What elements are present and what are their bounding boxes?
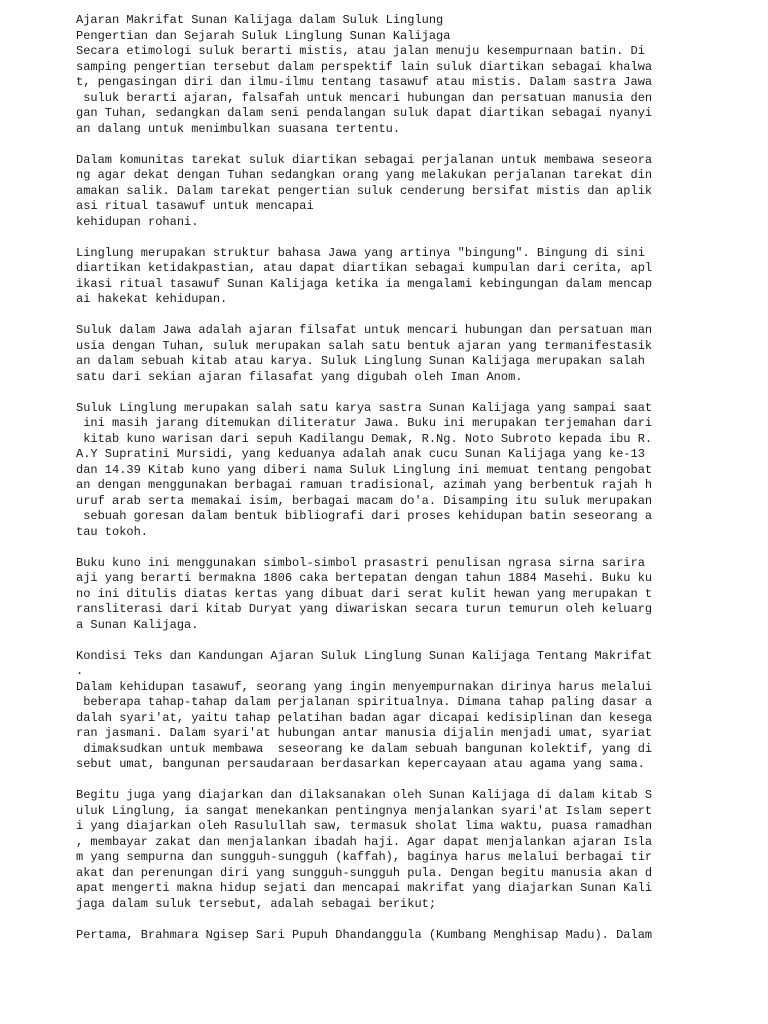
text-line: jaga dalam suluk tersebut, adalah sebagai berikut; xyxy=(76,896,437,911)
text-line: dalah syari'at, yaitu tahap pelatihan badan agar dicapai kedisiplinan dan kesega xyxy=(76,710,653,725)
text-line: . xyxy=(76,664,84,678)
text-line: usia dengan Tuhan, suluk merupakan salah satu bentuk ajaran yang termanifestasik xyxy=(76,338,653,353)
text-line: i yang diajarkan oleh Rasulullah saw, termasuk sholat lima waktu, puasa ramadhan xyxy=(76,819,653,833)
text-line: Dalam komunitas tarekat suluk diartikan sebagai perjalanan untuk membawa seseora xyxy=(76,152,653,167)
text-line: Suluk dalam Jawa adalah ajaran filsafat untuk mencari hubungan dan persatuan man xyxy=(76,323,653,337)
paragraph xyxy=(76,246,716,308)
text-line: ikasi ritual tasawuf Sunan Kalijaga ketika ia mengalami kebingungan dalam mencap xyxy=(76,276,653,291)
text-line: Buku kuno ini menggunakan simbol-simbol prasastri penulisan ngrasa sirna sarira xyxy=(76,555,645,570)
text-line: ran jasmani. Dalam syari'at hubungan antar manusia dijalin menjadi umat, syariat xyxy=(76,726,653,740)
text-line: sebuah goresan dalam bentuk bibliografi dari proses kehidupan batin seseorang a xyxy=(76,509,653,523)
text-line: sebut umat, bangunan persaudaraan berdasarkan kepercayaan atau agama yang sama. xyxy=(76,757,645,771)
text-line: ini masih jarang ditemukan diliteratur Jawa. Buku ini merupakan terjemahan dari xyxy=(76,416,653,430)
text-line: Pertama, Brahmara Ngisep Sari Pupuh Dhandanggula (Kumbang Menghisap Madu). Dalam xyxy=(76,927,653,942)
text-line: ai hakekat kehidupan. xyxy=(76,292,228,306)
text-line: samping pengertian tersebut dalam perspektif lain suluk diartikan sebagai khalwa xyxy=(76,59,653,74)
document-title xyxy=(76,13,716,137)
text-line: beberapa tahap-tahap dalam perjalanan spiritualnya. Dimana tahap paling dasar a xyxy=(76,695,653,709)
text-line: suluk berarti ajaran, falsafah untuk mencari hubungan dan persatuan manusia den xyxy=(76,90,653,105)
text-line: apat mengerti makna hidup sejati dan mencapai makrifat yang diajarkan Sunan Kali xyxy=(76,881,653,895)
title-line: Ajaran Makrifat Sunan Kalijaga dalam Suluk Linglung xyxy=(76,13,444,27)
text-line: Linglung merupakan struktur bahasa Jawa yang artinya "bingung". Bingung di sini xyxy=(76,245,645,260)
text-line: uruf arab serta memakai isim, berbagai macam do'a. Disamping itu suluk merupakan xyxy=(76,493,653,508)
paragraph xyxy=(76,401,716,541)
text-line: Begitu juga yang diajarkan dan dilaksanakan oleh Sunan Kalijaga di dalam kitab S xyxy=(76,788,653,802)
text-line: an dalam sebuah kitab atau karya. Suluk Linglung Sunan Kalijaga merupakan salah xyxy=(76,354,645,368)
text-line: tau tokoh. xyxy=(76,524,149,539)
text-line: akat dan perenungan diri yang sungguh-sungguh pula. Dengan begitu manusia akan d xyxy=(76,865,653,880)
paragraph xyxy=(76,649,716,773)
text-line: an dengan menggunakan berbagai ramuan tradisional, azimah yang berbentuk rajah h xyxy=(76,478,653,492)
text-line: kitab kuno warisan dari sepuh Kadilangu Demak, R.Ng. Noto Subroto kepada ibu R. xyxy=(76,431,653,446)
text-line: gan Tuhan, sedangkan dalam seni pendalangan suluk dapat diartikan sebagai nyanyi xyxy=(76,106,653,120)
paragraph xyxy=(76,153,716,231)
document-page xyxy=(76,13,716,959)
text-line: diartikan ketidakpastian, atau dapat diartikan sebagai kumpulan dari cerita, apl xyxy=(76,261,653,275)
text-line: no ini ditulis diatas kertas yang dibuat dari serat kulit hewan yang merupakan t xyxy=(76,586,653,601)
text-line: Secara etimologi suluk berarti mistis, atau jalan menuju kesempurnaan batin. Di xyxy=(76,44,645,58)
text-line: Kondisi Teks dan Kandungan Ajaran Suluk Linglung Sunan Kalijaga Tentang Makrifat xyxy=(76,648,653,663)
text-line: aji yang berarti bermakna 1806 caka bertepatan dengan tahun 1884 Masehi. Buku ku xyxy=(76,571,653,585)
text-line: ng agar dekat dengan Tuhan sedangkan orang yang melakukan perjalanan tarekat din xyxy=(76,168,653,182)
text-line: an dalang untuk menimbulkan suasana tertentu. xyxy=(76,121,401,136)
text-line: , membayar zakat dan menjalankan ibadah haji. Agar dapat menjalankan ajaran Isla xyxy=(76,834,653,849)
subtitle-line: Pengertian dan Sejarah Suluk Linglung Sunan Kalijaga xyxy=(76,28,451,43)
text-line: Dalam kehidupan tasawuf, seorang yang ingin menyempurnakan dirinya harus melalui xyxy=(76,679,653,694)
text-line: ransliterasi dari kitab Duryat yang diwariskan secara turun temurun oleh keluarg xyxy=(76,602,653,616)
text-line: asi ritual tasawuf untuk mencapai xyxy=(76,199,314,213)
text-line: dimaksudkan untuk membawa seseorang ke dalam sebuah bangunan kolektif, yang di xyxy=(76,741,653,756)
text-line: t, pengasingan diri dan ilmu-ilmu tentang tasawuf atau mistis. Dalam sastra Jawa xyxy=(76,75,653,89)
text-line: dan 14.39 Kitab kuno yang diberi nama Suluk Linglung ini memuat tentang pengobat xyxy=(76,462,653,477)
text-line: uluk Linglung, ia sangat menekankan pentingnya menjalankan syari'at Islam sepert xyxy=(76,803,653,818)
text-line: Suluk Linglung merupakan salah satu karya sastra Sunan Kalijaga yang sampai saat xyxy=(76,400,653,415)
text-line: a Sunan Kalijaga. xyxy=(76,617,199,632)
text-line: satu dari sekian ajaran filasafat yang digubah oleh Iman Anom. xyxy=(76,369,523,384)
text-line: kehidupan rohani. xyxy=(76,214,199,229)
text-line: m yang sempurna dan sungguh-sungguh (kaffah), baginya harus melalui berbagai tir xyxy=(76,850,653,864)
paragraph xyxy=(76,556,716,634)
text-line: amakan salik. Dalam tarekat pengertian suluk cenderung bersifat mistis dan aplik xyxy=(76,183,653,198)
paragraph xyxy=(76,788,716,912)
text-line: A.Y Supratini Mursidi, yang keduanya adalah anak cucu Sunan Kalijaga yang ke-13 xyxy=(76,447,645,461)
paragraph xyxy=(76,928,716,944)
paragraph xyxy=(76,323,716,385)
